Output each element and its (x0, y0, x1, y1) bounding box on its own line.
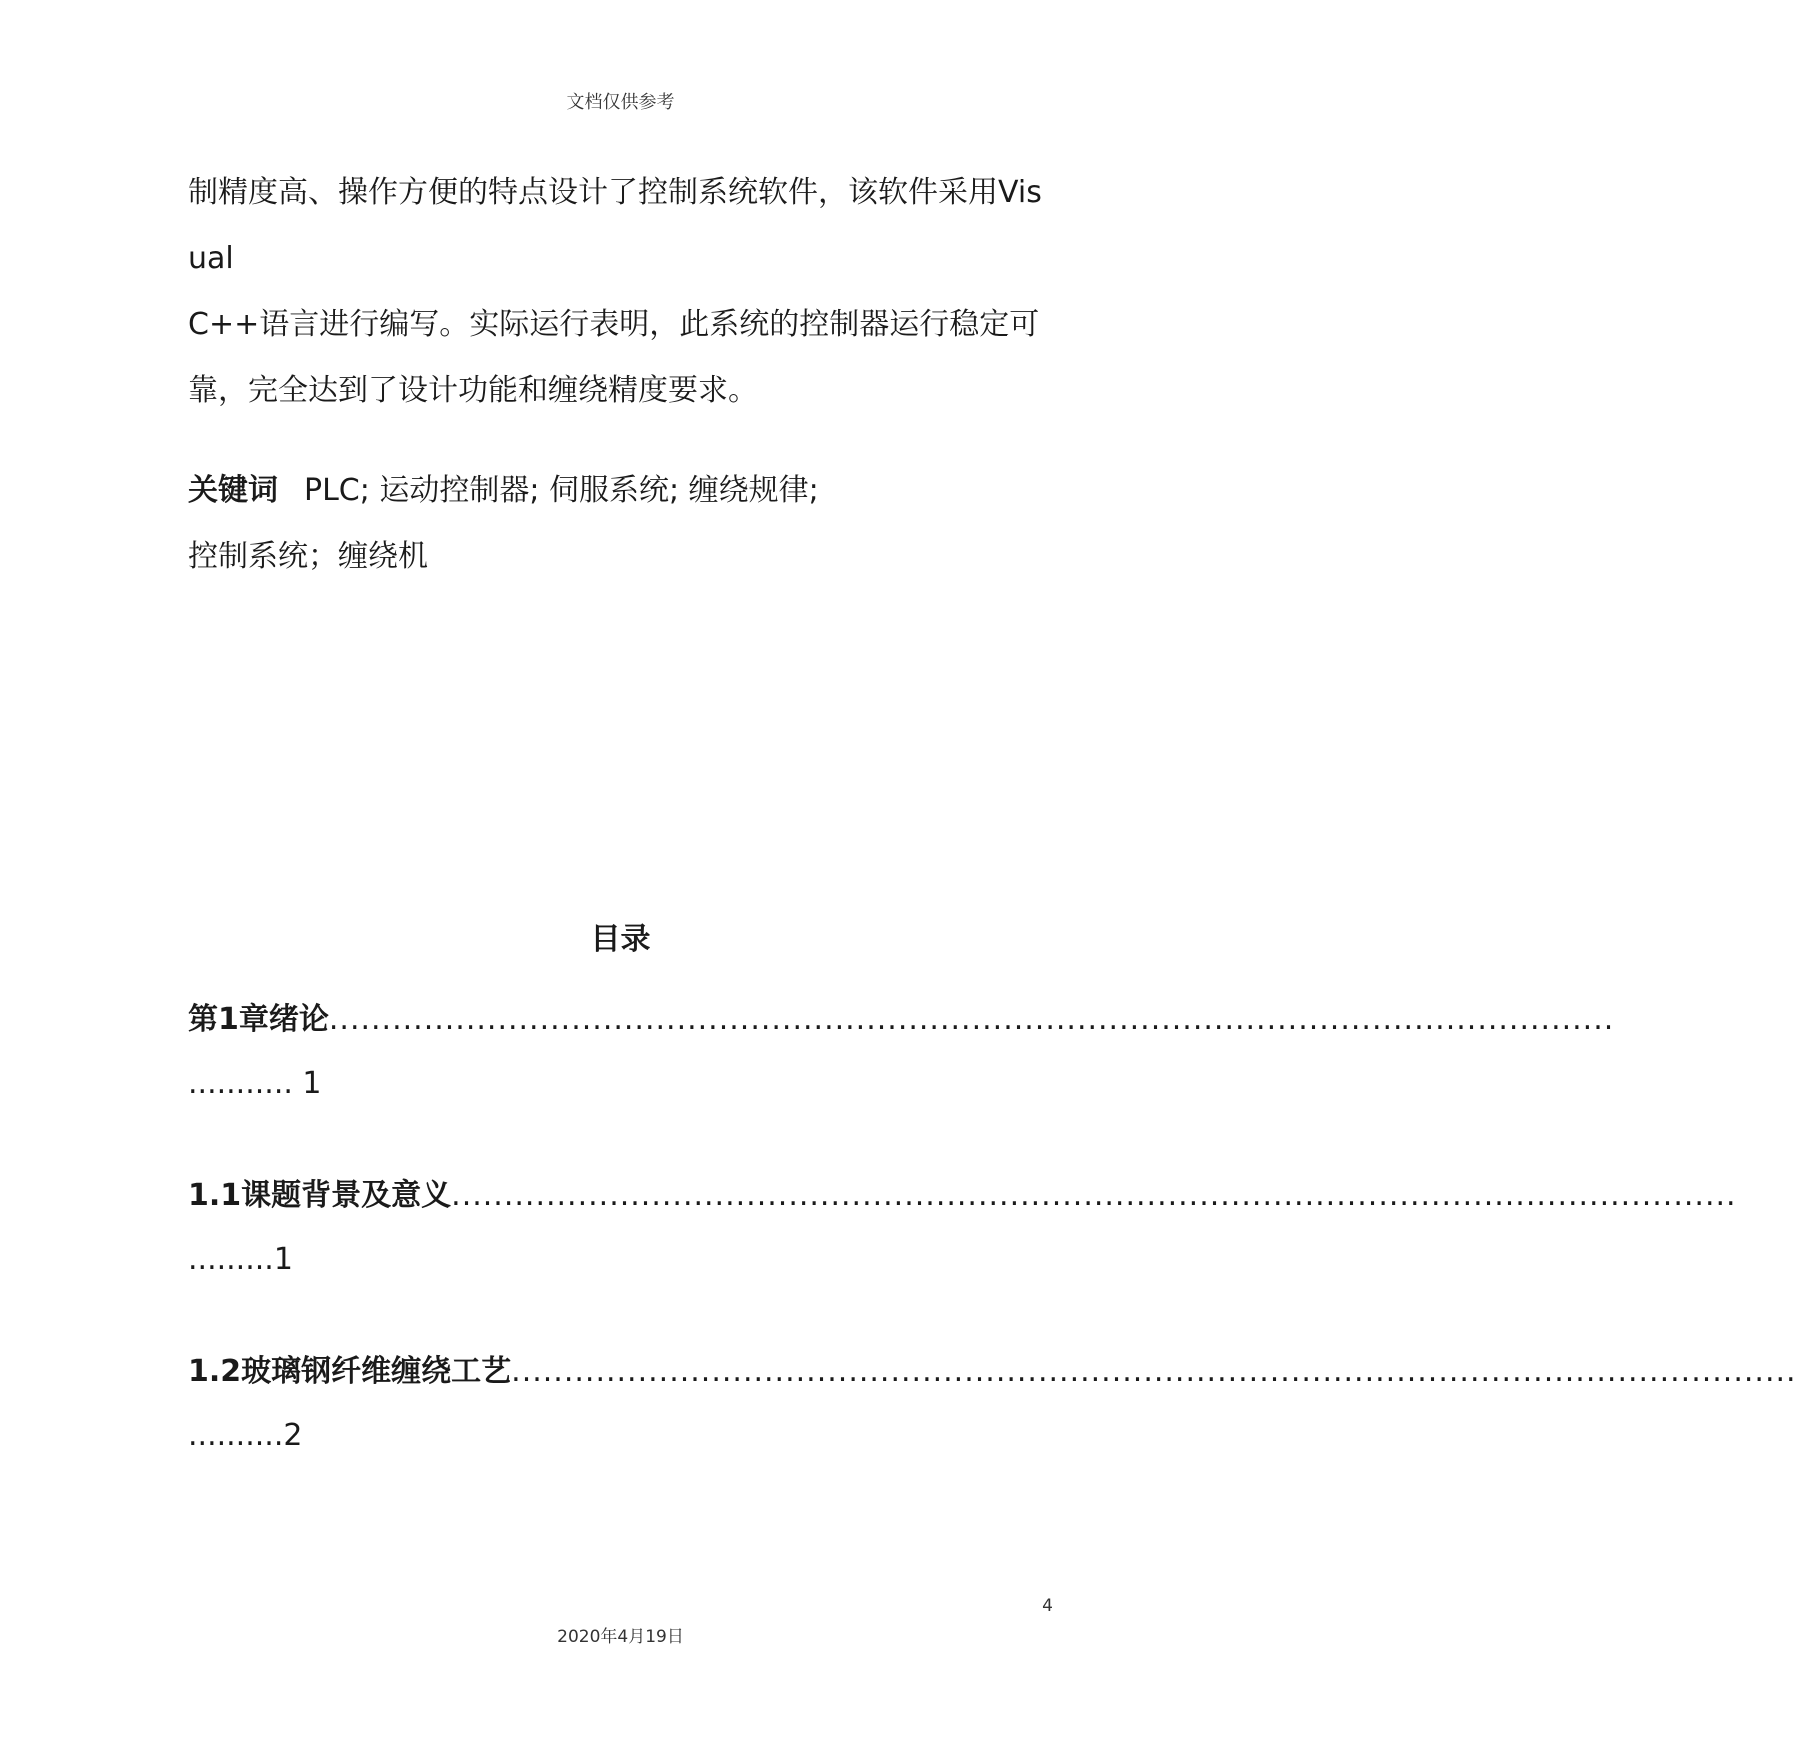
toc-entry-2[interactable] (188, 1164, 1737, 1292)
keywords-label: 关键词 (188, 473, 278, 508)
abstract-line-3: C++语言进行编写。实际运行表明，此系统的控制器运行稳定可 (188, 307, 1040, 342)
toc-entry-label: 1.2玻璃钢纤维缠绕工艺 (188, 1354, 512, 1389)
abstract-line-4: 靠，完全达到了设计功能和缠绕精度要求。 (188, 373, 758, 408)
toc-title: 目录 (590, 922, 651, 957)
toc-entry-label: 1.1课题背景及意义 (188, 1178, 452, 1213)
abstract-body (188, 160, 1058, 590)
keywords-line-1 (188, 458, 1058, 524)
toc-leader: .......................................................................................................................... (451, 1178, 1737, 1213)
keywords-line-2: 控制系统；缠绕机 (188, 539, 428, 574)
abstract-line-2: ual (188, 241, 234, 276)
toc-entry-3[interactable] (188, 1340, 1797, 1468)
toc-entry-page: .........1 (188, 1242, 293, 1277)
toc-entry-1[interactable] (188, 988, 1615, 1116)
page-number: 4 (1042, 1596, 1053, 1616)
toc-entry-label: 第1章绪论 (188, 1002, 329, 1037)
toc-leader: .......................................................................................................................... (511, 1354, 1797, 1389)
toc-leader: .......................................................................................................................... (328, 1002, 1615, 1037)
page-header: 文档仅供参考 (566, 92, 675, 113)
toc-entry-page: ........... 1 (188, 1066, 322, 1101)
keywords-text: PLC; 运动控制器; 伺服系统; 缠绕规律; (304, 473, 819, 508)
abstract-line-1: 制精度高、操作方便的特点设计了控制系统软件，该软件采用Vis (188, 175, 1042, 210)
page-footer-date: 2020年4月19日 (557, 1627, 684, 1647)
toc-entry-page: ..........2 (188, 1418, 303, 1453)
